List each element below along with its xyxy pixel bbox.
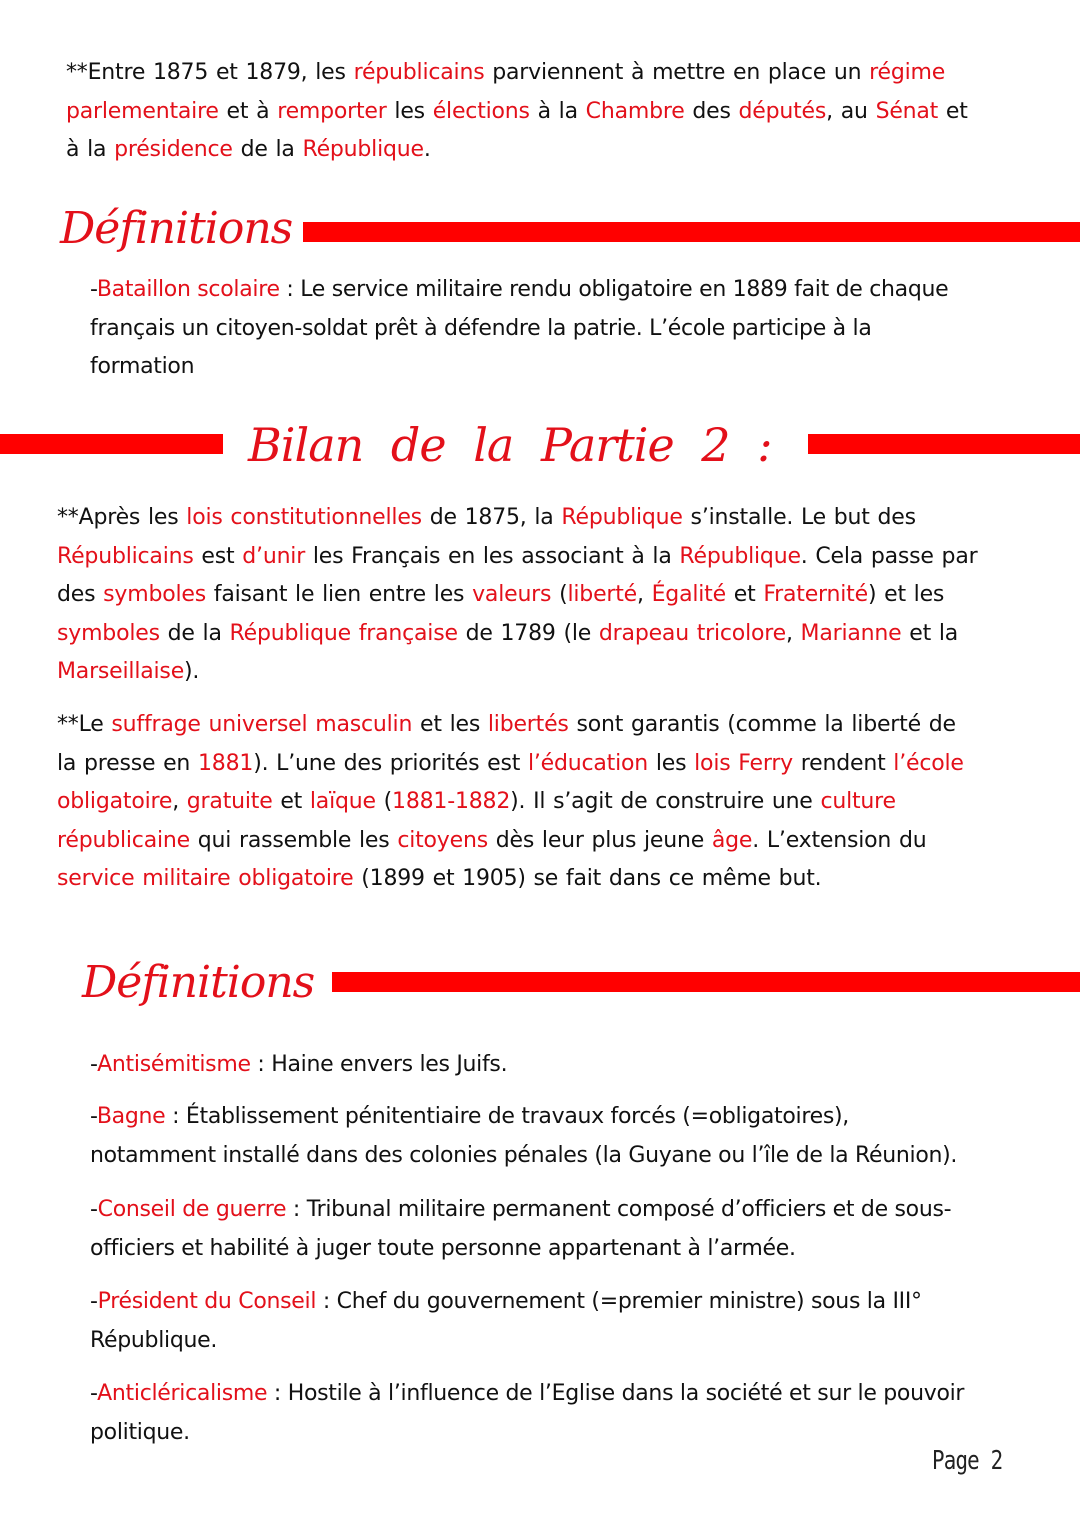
text-run: ( <box>551 582 568 607</box>
text-line <box>90 348 948 387</box>
definition-antisemitisme <box>90 1046 507 1085</box>
text-run: la presse en <box>57 750 198 776</box>
text-line <box>57 860 964 899</box>
highlighted-term: Sénat <box>875 98 939 124</box>
highlighted-term: lois constitutionnelles <box>186 505 422 530</box>
text-run: ( <box>375 789 393 814</box>
text-run: les <box>648 750 695 776</box>
text-run: à la <box>529 98 586 124</box>
text-line <box>57 499 977 538</box>
highlighted-term: Antisémitisme <box>97 1052 251 1077</box>
highlighted-term: libertés <box>487 712 569 737</box>
text-run: **Entre 1875 et 1879, les <box>66 60 354 85</box>
text-line <box>90 310 948 349</box>
highlighted-term: service militaire obligatoire <box>57 866 354 891</box>
highlighted-term: âge <box>711 827 753 853</box>
text-run: : Établissement pénitentiaire de travaux forcés (=obligatoires), <box>165 1104 849 1129</box>
text-run: - <box>90 1104 97 1129</box>
highlighted-term: républicains <box>353 60 485 85</box>
highlighted-term: obligatoire <box>57 789 173 814</box>
highlighted-term: citoyens <box>397 827 488 853</box>
bilan-heading: Bilan de la Partie 2 : <box>248 418 772 472</box>
definitions-heading-2: Définitions <box>82 957 315 1008</box>
text-run: . Cela passe par <box>800 543 978 569</box>
text-line <box>66 54 968 93</box>
highlighted-term: Président du Conseil <box>97 1289 317 1314</box>
text-run: de 1789 (le <box>457 620 599 646</box>
highlighted-term: lois Ferry <box>694 750 793 776</box>
text-run: et <box>272 789 310 814</box>
text-line <box>90 1046 507 1085</box>
highlighted-term: élections <box>432 98 530 124</box>
text-run: : Hostile à l’influence de l’Eglise dans la société et sur le pouvoir <box>267 1381 965 1406</box>
heading-rule-2 <box>332 972 1080 992</box>
highlighted-term: Égalité <box>651 582 726 607</box>
text-run: - <box>90 1381 98 1406</box>
text-run: - <box>90 1197 98 1222</box>
text-run: de la <box>159 620 230 646</box>
text-run: . <box>423 137 431 162</box>
definition-anticlericalisme <box>90 1375 964 1452</box>
text-run: : Haine envers les Juifs. <box>250 1052 508 1077</box>
text-run: de la <box>232 137 303 162</box>
bilan-rule-right <box>808 434 1080 454</box>
text-line <box>90 1191 951 1230</box>
highlighted-term: l’éducation <box>527 750 649 776</box>
text-line <box>66 131 968 170</box>
highlighted-term: gratuite <box>186 789 273 814</box>
text-run: - <box>90 277 97 302</box>
highlighted-term: députés <box>738 98 827 124</box>
highlighted-term: remporter <box>277 98 387 124</box>
text-run: politique. <box>90 1419 190 1445</box>
highlighted-term: culture <box>820 789 896 814</box>
highlighted-term: suffrage universel masculin <box>111 712 413 737</box>
text-run: de 1875, la <box>421 505 562 530</box>
highlighted-term: laïque <box>309 789 376 814</box>
text-run: : Chef du gouvernement (=premier ministre) sous la III° <box>316 1289 922 1314</box>
highlighted-term: Marseillaise <box>57 659 185 684</box>
text-line <box>90 1098 957 1137</box>
text-run: , <box>172 789 187 814</box>
page-number: Page 2 <box>932 1446 1003 1476</box>
text-run: . L’extension du <box>752 827 927 853</box>
text-run: des <box>684 98 739 124</box>
text-run: - <box>90 1052 98 1077</box>
text-run: : Tribunal militaire permanent composé d’officiers et de sous- <box>286 1197 952 1222</box>
text-run: officiers et habilité à juger toute personne appartenant à l’armée. <box>90 1235 796 1261</box>
text-run: **Après les <box>57 505 187 530</box>
text-run: des <box>57 582 104 607</box>
text-line <box>90 1414 964 1453</box>
highlighted-term: républicaine <box>57 827 190 853</box>
definition-bagne <box>90 1098 957 1175</box>
text-run: qui rassemble les <box>189 827 398 853</box>
highlighted-term: République française <box>229 620 458 646</box>
text-line <box>66 93 968 132</box>
text-run: ). L’une des priorités est <box>253 750 528 776</box>
bilan-paragraph-2 <box>57 706 964 899</box>
text-run: et à <box>218 98 278 124</box>
text-run: ) et les <box>867 582 945 607</box>
definition-president-du-conseil <box>90 1283 922 1360</box>
text-line <box>57 745 964 784</box>
text-line <box>90 1375 964 1414</box>
highlighted-term: symboles <box>103 582 207 607</box>
text-run: les Français en les associant à la <box>305 543 680 569</box>
highlighted-term: l’école <box>893 750 964 776</box>
highlighted-term: République <box>302 137 424 162</box>
text-run: les <box>386 98 433 124</box>
text-line <box>57 576 977 615</box>
text-run: rendent <box>793 750 894 776</box>
bilan-rule-left <box>0 434 223 454</box>
highlighted-term: régime <box>869 60 946 85</box>
highlighted-term: Fraternité <box>763 582 868 607</box>
text-line <box>90 271 948 310</box>
text-run: et <box>725 582 764 607</box>
text-run: formation <box>90 354 195 379</box>
text-line <box>57 653 977 692</box>
text-line <box>57 783 964 822</box>
text-run: et <box>938 98 968 124</box>
text-run: , au <box>826 98 876 124</box>
highlighted-term: Chambre <box>585 98 685 124</box>
text-run: et la <box>901 620 959 646</box>
text-run: sont garantis (comme la liberté de <box>568 712 956 737</box>
text-run: notamment installé dans des colonies pénales (la Guyane ou l’île de la Réunion). <box>90 1142 958 1168</box>
highlighted-term: 1881-1882 <box>392 789 511 814</box>
highlighted-term: Républicains <box>57 543 194 569</box>
highlighted-term: Marianne <box>800 620 902 646</box>
text-run: dès leur plus jeune <box>487 827 712 853</box>
definition-bataillon-scolaire <box>90 271 948 387</box>
highlighted-term: Anticléricalisme <box>97 1381 268 1406</box>
highlighted-term: présidence <box>114 137 233 162</box>
highlighted-term: valeurs <box>472 582 552 607</box>
text-line <box>90 1283 922 1322</box>
text-line <box>57 706 964 745</box>
text-run: ). <box>184 659 200 684</box>
definition-conseil-de-guerre <box>90 1191 951 1268</box>
heading-rule-1 <box>303 222 1080 242</box>
highlighted-term: Conseil de guerre <box>97 1197 287 1222</box>
text-run: à la <box>66 137 115 162</box>
highlighted-term: symboles <box>57 620 160 646</box>
highlighted-term: drapeau tricolore <box>598 620 786 646</box>
text-run: , <box>637 582 652 607</box>
text-line <box>90 1137 957 1176</box>
text-run: , <box>785 620 801 646</box>
text-run: et les <box>412 712 488 737</box>
text-run: français un citoyen-soldat prêt à défendre la patrie. L’école participe à la <box>90 315 872 341</box>
text-run: - <box>90 1289 98 1314</box>
text-run: République. <box>90 1327 218 1353</box>
text-run: : Le service militaire rendu obligatoire en 1889 fait de chaque <box>279 277 949 302</box>
bilan-paragraph-1 <box>57 499 977 692</box>
text-run: ). Il s’agit de construire une <box>510 789 821 814</box>
text-line <box>57 615 977 654</box>
highlighted-term: République <box>561 505 683 530</box>
highlighted-term: d’unir <box>242 543 306 569</box>
text-line <box>90 1322 922 1361</box>
text-run: **Le <box>57 712 112 737</box>
intro-paragraph <box>66 54 968 170</box>
text-line <box>90 1230 951 1269</box>
text-run: faisant le lien entre les <box>206 582 473 607</box>
highlighted-term: République <box>679 543 801 569</box>
text-run: parviennent à mettre en place un <box>484 60 870 85</box>
text-line <box>57 538 977 577</box>
highlighted-term: Bagne <box>96 1104 166 1129</box>
highlighted-term: liberté <box>567 582 638 607</box>
text-line <box>57 822 964 861</box>
text-run: (1899 et 1905) se fait dans ce même but. <box>353 866 822 891</box>
highlighted-term: Bataillon scolaire <box>96 277 280 302</box>
highlighted-term: parlementaire <box>66 98 219 124</box>
highlighted-term: 1881 <box>197 750 254 776</box>
text-run: est <box>193 543 243 569</box>
definitions-heading-1: Définitions <box>60 203 293 254</box>
text-run: s’installe. Le but des <box>682 505 916 530</box>
